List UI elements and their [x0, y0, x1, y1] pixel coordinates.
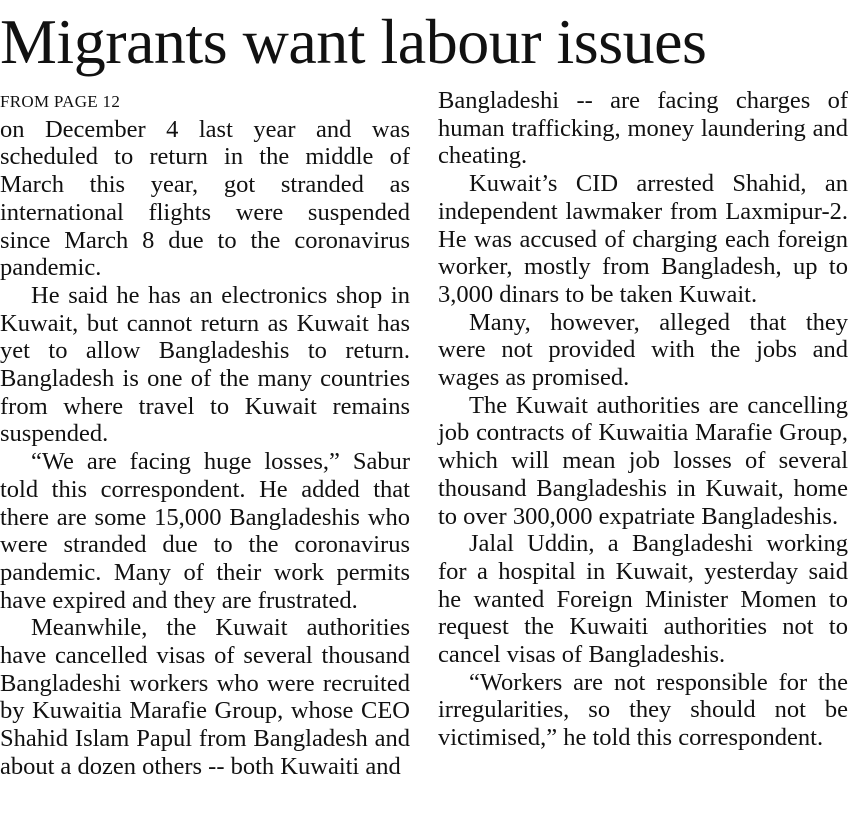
paragraph: Meanwhile, the Kuwait authorities have cancelled visas of several thousand Bangladeshi workers who were recruited by Kuwaitia Marafie Group, whose CEO Shahid Islam Papul from Bangladesh and about a dozen others -- both Kuwaiti and	[0, 614, 410, 780]
paragraph: Many, however, alleged that they were not provided with the jobs and wages as promised.	[438, 308, 848, 392]
left-column	[0, 88, 410, 781]
headline: Migrants want labour issues	[0, 6, 707, 77]
paragraph: “Workers are not responsible for the irregularities, so they should not be victimised,” he told this correspondent.	[438, 668, 848, 752]
paragraph: He said he has an electronics shop in Kuwait, but cannot return as Kuwait has yet to allow Bangladeshis to return. Bangladesh is one of the many countries from where travel to Kuwait remains suspended.	[0, 281, 410, 448]
paragraph: Jalal Uddin, a Bangladeshi working for a hospital in Kuwait, yesterday said he wanted Foreign Minister Momen to request the Kuwaiti authorities not to cancel visas of Bangladeshis.	[438, 530, 848, 669]
paragraph: Kuwait’s CID arrested Shahid, an independent lawmaker from Laxmipur-2. He was accused of charging each foreign worker, mostly from Bangladesh, up to 3,000 dinars to be taken Kuwait.	[438, 170, 848, 308]
continuation-kicker: FROM PAGE 12	[0, 92, 121, 111]
paragraph: on December 4 last year and was scheduled to return in the middle of March this year, got stranded as international flights were suspended since March 8 due to the coronavirus pandemic.	[0, 115, 410, 282]
right-column	[438, 87, 848, 752]
paragraph: The Kuwait authorities are cancelling job contracts of Kuwaitia Marafie Group, which will mean job losses of several thousand Bangladeshis in Kuwait, home to over 300,000 expatriate Bangladeshis.	[438, 391, 848, 530]
paragraph: “We are facing huge losses,” Sabur told this correspondent. He added that there are some 15,000 Bangladeshis who were stranded due to the coronavirus pandemic. Many of their work permits have expired and they are frustrated.	[0, 448, 410, 614]
paragraph: Bangladeshi -- are facing charges of human trafficking, money laundering and cheating.	[438, 87, 848, 170]
